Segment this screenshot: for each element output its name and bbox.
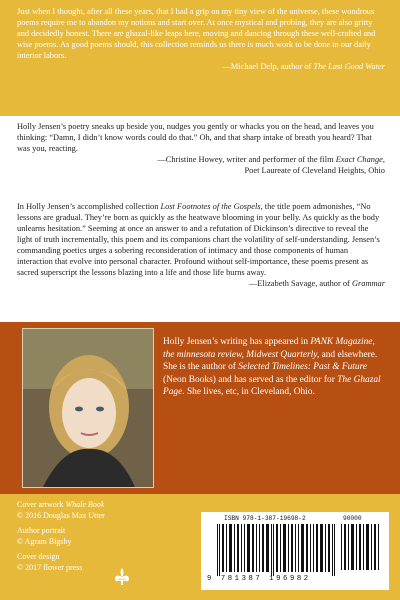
fleur-de-lis-icon — [113, 567, 131, 587]
credit-author-portrait — [17, 526, 137, 547]
blurb-delp-text: Just when I thought, after all these years, that I had a grip on my tiny view of the universe, these wondrous poems require me to abandon my notions and start over. At once mystical and probing, they are also gritty and decidedly honest. There are ghazal-like leaps here, moving and dancing through these well-crafted and wise poems. As good poems should, this collection reminds us there is much work to be done in our daily interior labors. — [17, 7, 376, 60]
artwork-title: Whale Book — [65, 500, 105, 509]
blurb-body: , the title poem admonishes, “No lessons are gradual. They’re born as quickly as the heatwave blooming in your belly. As quickly as the body unlearns hesitation.” Seeming at once an answer to and a refutation of Dickinson’s directive to reveal the light of truth incrementally, this poem and its companions chart the volatility of self-understanding. Jensen’s commanding poetics urges a sobering reconsideration of intimacy and those components of human interaction that evolve into personal character. Profound without self-importance, these poems present as sacred superscript the lessons blazing into a life and those life burns away. — [17, 202, 380, 277]
isbn-barcode — [201, 512, 389, 590]
blurb-howey-attribution — [17, 154, 385, 165]
credit-copyright: © 2017 flower press — [17, 562, 83, 572]
blurb-savage-attribution — [17, 278, 385, 289]
bio-journal-title: The Ghazal Page — [163, 374, 381, 398]
bio-text: Holly Jensen’s writing has appeared in — [163, 337, 311, 347]
author-portrait — [22, 328, 154, 488]
attribution-prefix: —Christine Howey, writer and performer of the film — [157, 155, 336, 164]
ean-digits: 9 781387 196982 — [207, 575, 311, 583]
bio-publications: PANK Magazine, the minnesota review, Midwest Quarterly, — [163, 337, 375, 360]
attribution-title: Grammar — [351, 279, 385, 288]
blurb-savage-text — [17, 201, 385, 278]
portrait-illustration — [23, 329, 153, 487]
bio-text: (Neon Books) and has served as the editor for — [163, 374, 338, 385]
ean-barcode-icon — [217, 524, 335, 576]
blurb-lead: In Holly Jensen’s accomplished collection — [17, 202, 161, 211]
credit-label: Cover artwork — [17, 500, 66, 509]
credit-copyright: © Agram Bigsby — [17, 536, 72, 546]
credit-cover-artwork — [17, 500, 137, 521]
blurb-savage — [17, 201, 385, 289]
bio-text: and elsewhere. She is the author of — [163, 349, 378, 373]
attribution-title: The Last Good Water — [313, 62, 385, 71]
blurb-delp-attribution — [17, 61, 385, 72]
credit-label: Cover design — [17, 552, 60, 561]
addon-barcode-icon — [341, 524, 381, 570]
credit-label: Author portrait — [17, 526, 66, 535]
bio-book-title: Selected Timelines: Past & Future — [238, 362, 368, 373]
bio-text: . She lives, etc, in Cleveland, Ohio. — [182, 387, 315, 398]
credit-copyright: © 2016 Douglas Max Utter — [17, 510, 105, 520]
attribution-prefix: —Michael Delp, author of — [222, 62, 314, 71]
attribution-prefix: —Elizabeth Savage, author of — [248, 279, 352, 288]
book-title: Lost Footnotes of the Gospels — [160, 202, 261, 211]
blurb-delp — [17, 6, 385, 72]
blurb-howey-text: Holly Jensen’s poetry sneaks up beside you, nudges you gently or whacks you on the head, and leaves you thinking: “Damn, I didn’t know words could do that.” Oh, and that sharp intake of breath you heard? That was you, reacting. — [17, 122, 374, 153]
blurb-howey — [17, 121, 385, 176]
isbn-label: ISBN 978-1-387-19698-2 — [224, 515, 306, 522]
author-bio — [163, 336, 385, 399]
blurb-howey-attribution-line2: Poet Laureate of Cleveland Heights, Ohio — [244, 166, 385, 175]
price-addon-label: 90000 — [343, 515, 362, 522]
attribution-title: Exact Change, — [335, 155, 385, 164]
